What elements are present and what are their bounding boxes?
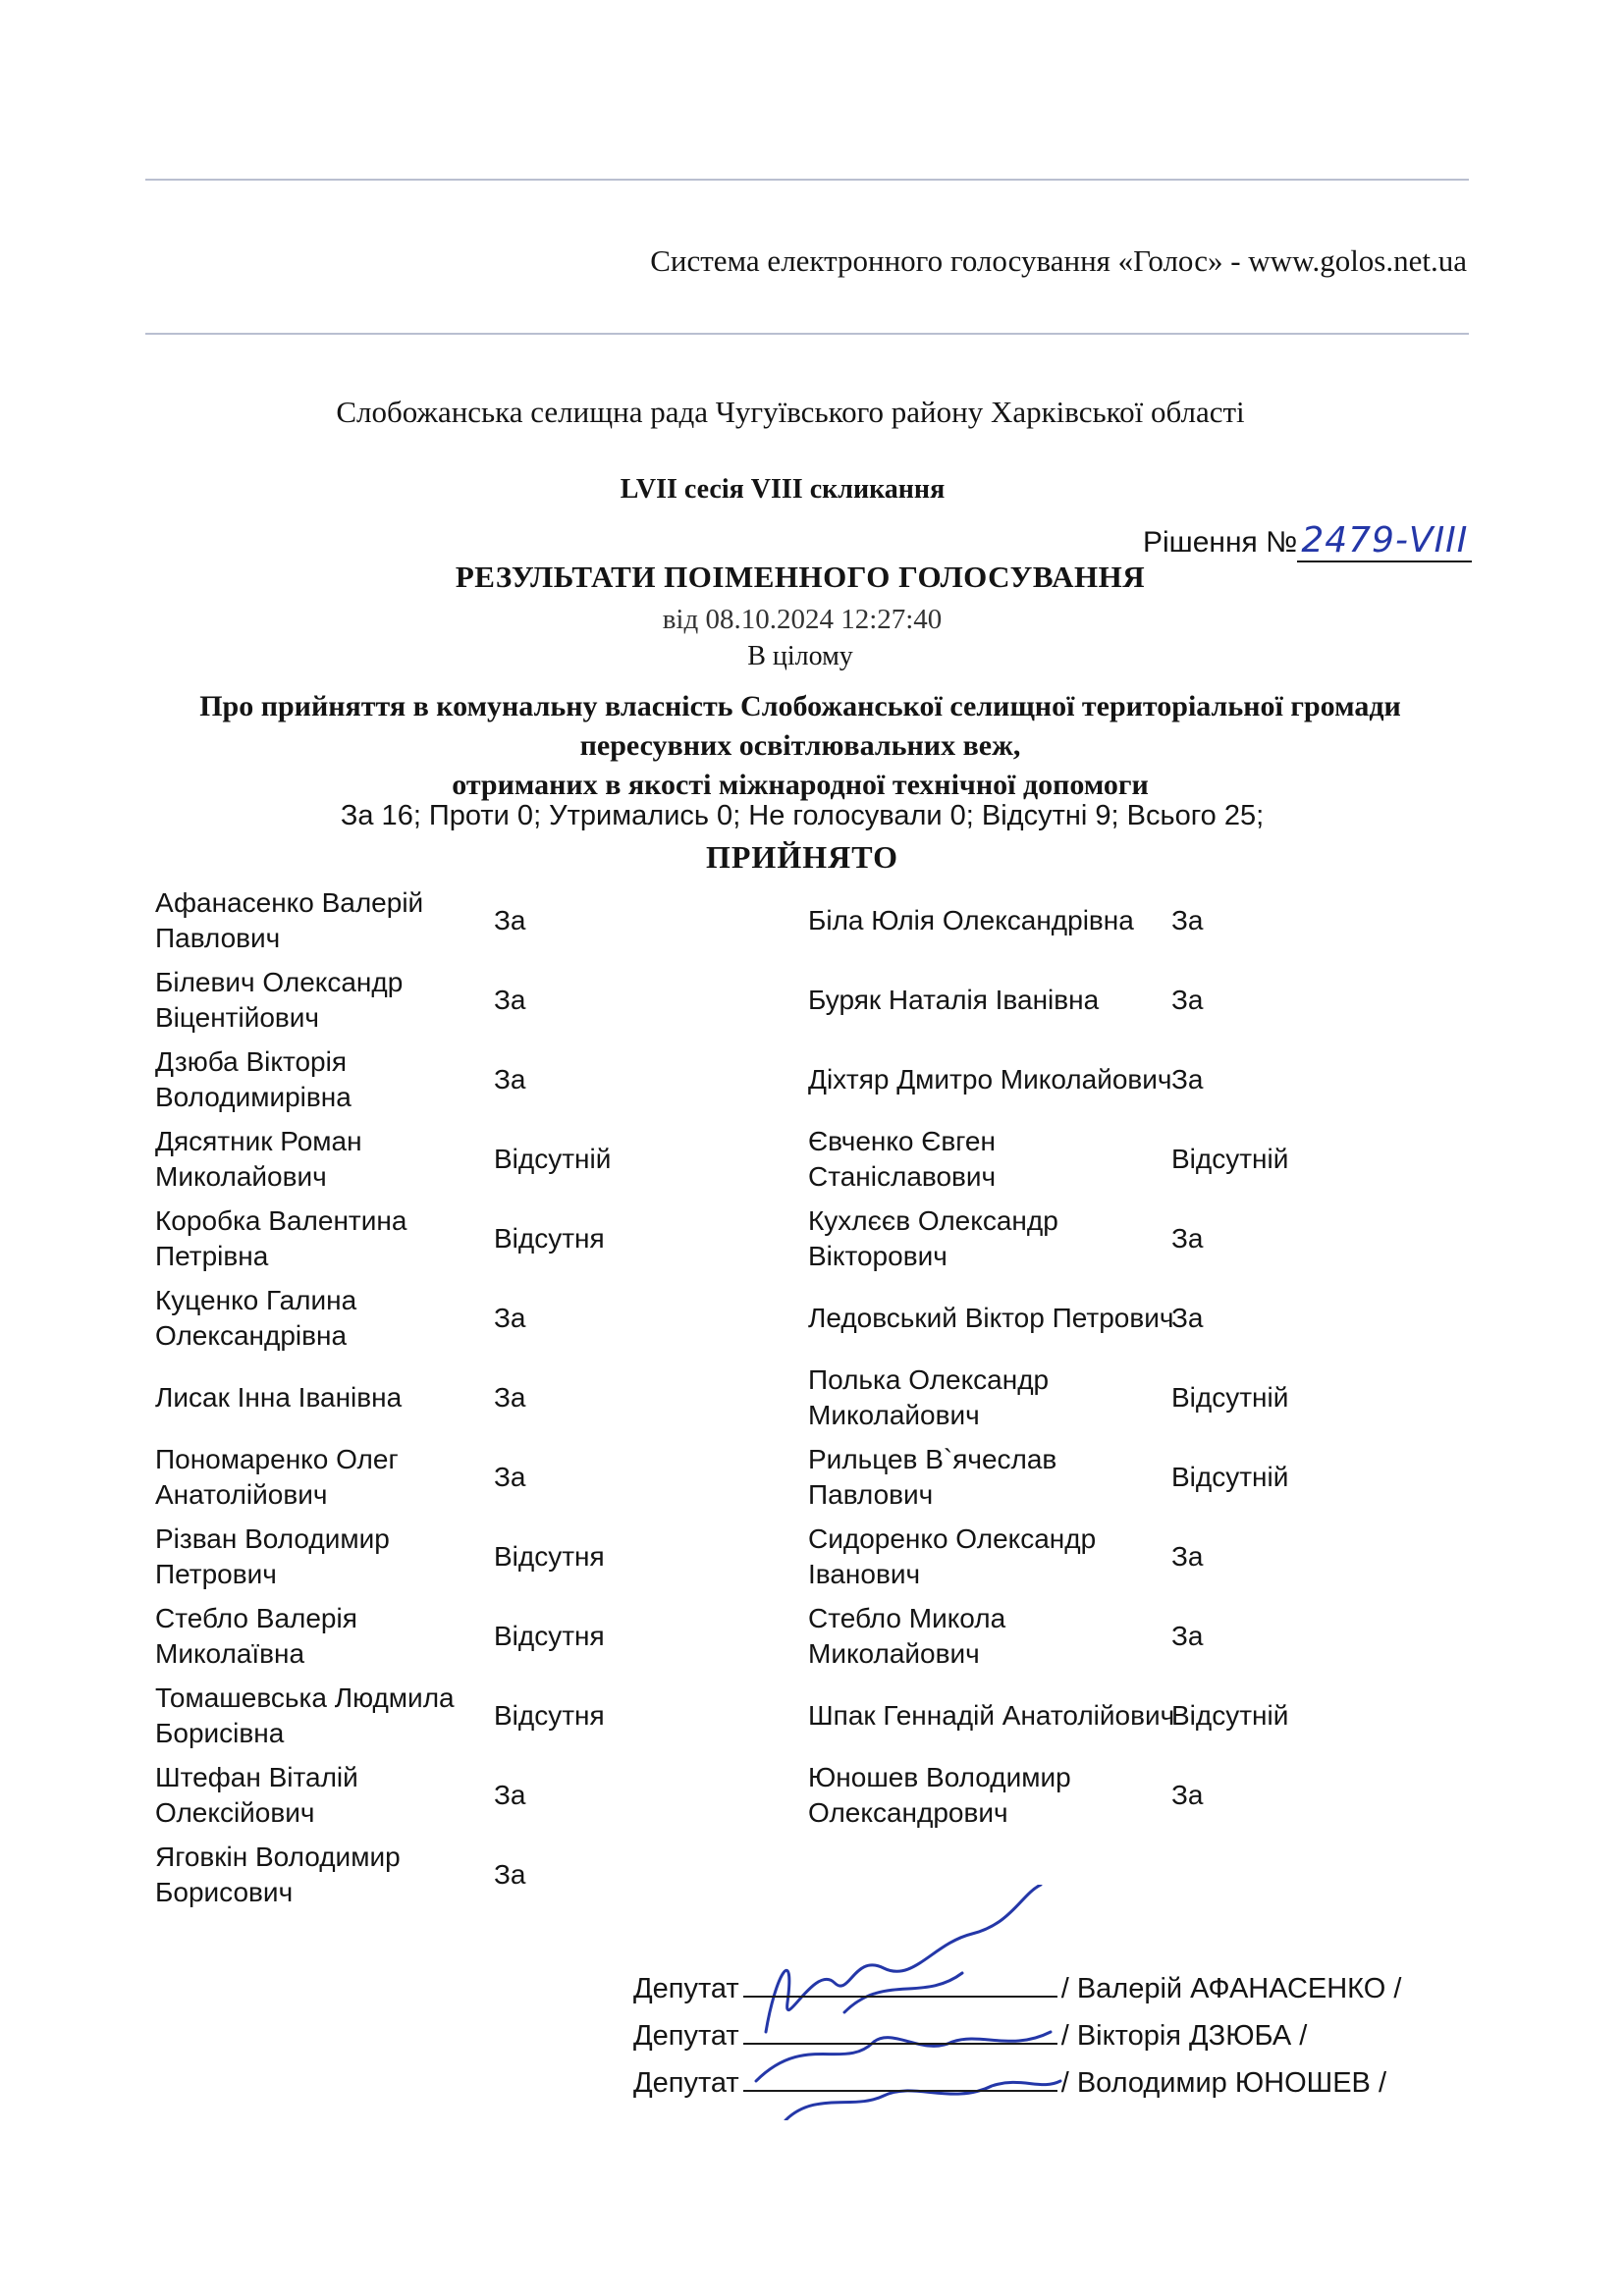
vote-row [808,1041,1436,1119]
vote-value: За [494,905,526,935]
vote-value: Відсутній [1171,1382,1289,1413]
subject-line: пересувних освітлювальних веж, [579,729,1021,762]
vote-row [155,1836,764,1914]
signature-name: / Вікторія ДЗЮБА / [1060,2020,1308,2052]
session-title: LVII сесія VIII скликання [620,474,946,505]
deputy-name: Юношев Володимир Олександрович [808,1762,1071,1828]
vote-value: За [494,1382,526,1413]
vote-value: Відсутня [494,1223,605,1254]
decision-label: Рішення № [1143,526,1298,559]
vote-value: Відсутній [1171,1700,1289,1731]
deputy-name: Яговкін Володимир Борисович [155,1842,401,1907]
vote-value: Відсутній [1171,1462,1289,1492]
vote-row [808,1120,1436,1199]
council-name: Слобожанська селищна рада Чугуївського району Харківської області [336,395,1245,429]
deputy-name: Біла Юлія Олександрівна [808,905,1134,935]
vote-value: За [494,1859,526,1890]
deputy-name: Полька Олександр Миколайович [808,1364,1050,1430]
vote-value: Відсутній [494,1144,612,1174]
deputy-name: Томашевська Людмила Борисівна [155,1682,455,1748]
deputy-name: Діхтяр Дмитро Миколайович [808,1064,1172,1095]
deputy-name: Різван Володимир Петрович [155,1523,390,1589]
vote-row [808,881,1436,960]
deputy-name: Рильцев В`ячеслав Павлович [808,1444,1057,1510]
header-rule-top [145,179,1469,181]
signature-role: Депутат [633,2067,739,2099]
vote-row [808,961,1436,1040]
deputy-name: Дясятник Роман Миколайович [155,1126,362,1192]
vote-value: За [1171,1621,1204,1651]
vote-row [155,1677,764,1755]
vote-value: За [1171,1780,1204,1810]
vote-row [155,961,764,1040]
vote-row [155,1200,764,1278]
deputy-name: Лисак Інна Іванівна [155,1382,403,1413]
deputy-name: Штефан Віталій Олексійович [155,1762,358,1828]
subject-line: отриманих в якості міжнародної технічної допомоги [452,769,1149,801]
vote-value: Відсутня [494,1541,605,1572]
page-title: РЕЗУЛЬТАТИ ПОІМЕННОГО ГОЛОСУВАННЯ [455,560,1146,594]
vote-value: За [494,1303,526,1333]
deputy-name: Куценко Галина Олександрівна [155,1285,357,1351]
vote-value: Відсутній [1171,1144,1289,1174]
vote-subject [0,687,1612,805]
deputy-name: Шпак Геннадій Анатолійович [808,1700,1175,1731]
vote-row [808,1279,1436,1358]
vote-row [155,1438,764,1517]
vote-row [808,1518,1436,1596]
deputy-name: Пономаренко Олег Анатолійович [155,1444,399,1510]
deputy-name: Коробка Валентина Петрівна [155,1205,407,1271]
vote-row [808,1677,1436,1755]
deputy-name: Ледовський Віктор Петрович [808,1303,1174,1333]
signature-line [633,2020,1307,2053]
deputy-name: Стебло Микола Миколайович [808,1603,1006,1669]
deputy-name: Кухлєєв Олександр Вікторович [808,1205,1058,1271]
deputy-name: Буряк Наталія Іванівна [808,985,1100,1015]
vote-row [808,1438,1436,1517]
vote-date: від 08.10.2024 12:27:40 [662,604,943,635]
vote-row [155,1518,764,1596]
vote-value: За [494,1462,526,1492]
vote-row [155,1756,764,1835]
vote-value: За [1171,905,1204,935]
vote-row [155,1041,764,1119]
deputy-name: Дзюба Вікторія Володимирівна [155,1046,352,1112]
vote-row [808,1597,1436,1676]
deputy-name: Афанасенко Валерій Павлович [155,887,424,953]
vote-value: За [494,985,526,1015]
vote-tally: За 16; Проти 0; Утримались 0; Не голосували 0; Відсутні 9; Всього 25; [340,800,1265,831]
deputy-name: Євченко Євген Станіславович [808,1126,997,1192]
vote-value: За [1171,1064,1204,1095]
vote-value: За [494,1064,526,1095]
vote-row [155,881,764,960]
vote-value: За [1171,1223,1204,1254]
vote-row [155,1279,764,1358]
vote-value: Відсутня [494,1621,605,1651]
vote-value: За [1171,985,1204,1015]
signature-role: Депутат [633,1973,739,2004]
vote-value: Відсутня [494,1700,605,1731]
vote-row [808,1756,1436,1835]
header-rule-bottom [145,333,1469,335]
deputy-name: Стебло Валерія Миколаївна [155,1603,357,1669]
vote-row [155,1597,764,1676]
decision-number-handwritten: 2479-VIII [1297,520,1472,562]
deputy-name: Сидоренко Олександр Іванович [808,1523,1097,1589]
vote-row [155,1359,764,1437]
decision-number [1143,520,1472,561]
deputy-name: Білевич Олександр Віцентійович [155,967,404,1033]
vote-row [155,1120,764,1199]
signature-role: Депутат [633,2020,739,2052]
voting-system-line: Система електронного голосування «Голос» - www.golos.net.ua [650,243,1467,278]
signature-name: / Валерій АФАНАСЕНКО / [1060,1973,1402,2004]
subject-line: Про прийняття в комунальну власність Слобожанської селищної територіальної громади [199,690,1401,722]
signature-name: / Володимир ЮНОШЕВ / [1060,2067,1387,2099]
vote-outcome: ПРИЙНЯТО [705,839,899,875]
signature-line [633,1973,1401,2005]
vote-row [808,1359,1436,1437]
signature-line [633,2067,1386,2100]
vote-scope: В цілому [747,641,853,671]
vote-row [808,1200,1436,1278]
vote-value: За [1171,1303,1204,1333]
vote-value: За [494,1780,526,1810]
vote-value: За [1171,1541,1204,1572]
